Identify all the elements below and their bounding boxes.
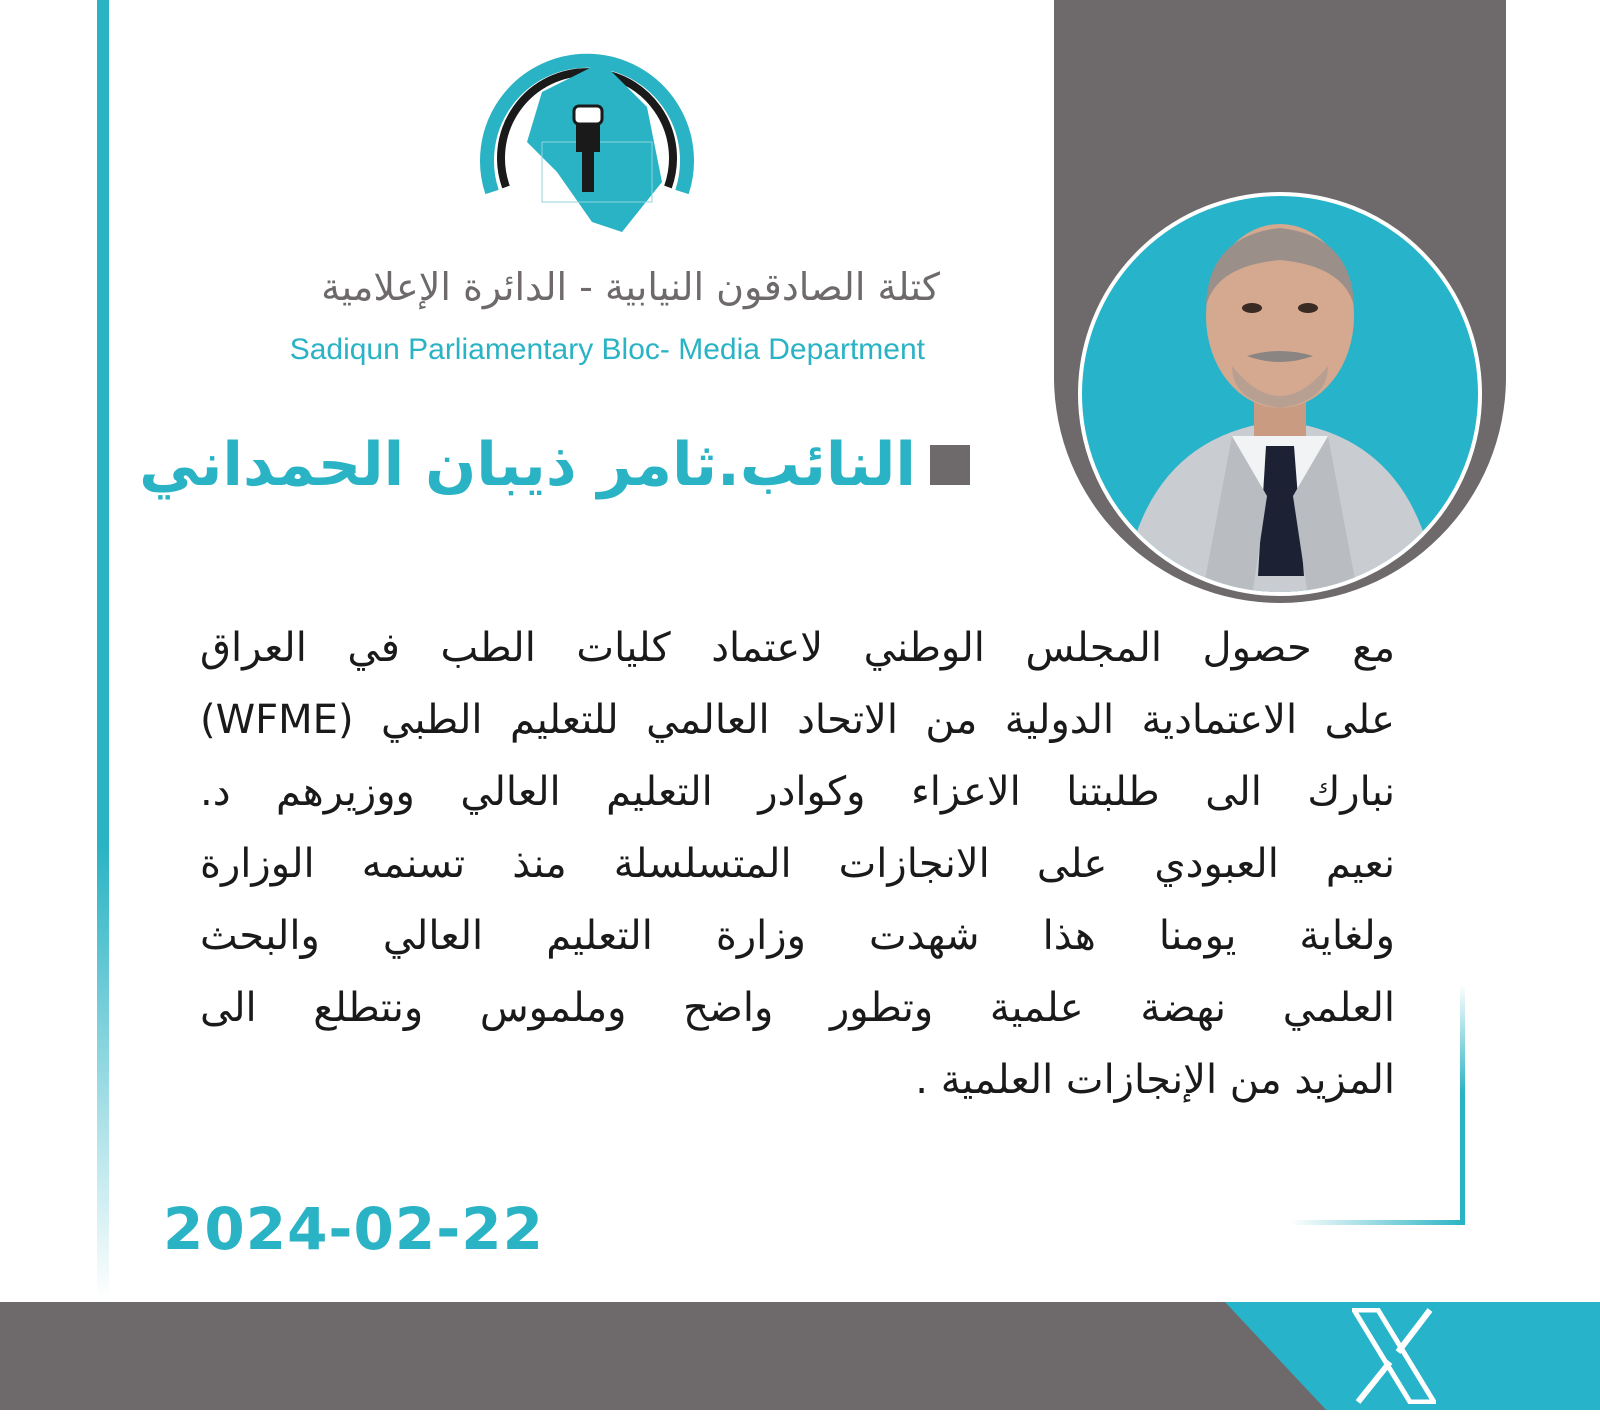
corner-frame-horizontal [1290,1220,1465,1225]
speaker-portrait [1078,192,1482,596]
x-logo-icon[interactable] [1352,1308,1436,1404]
statement-line: نبارك الى طلبتنا الاعزاء وكوادر التعليم العالي ووزيرهم د. [200,769,1395,815]
speaker-heading [110,420,970,510]
left-accent-bar [97,0,109,1300]
bloc-logo [472,22,702,252]
statement-line: نعيم العبودي على الانجازات المتسلسلة منذ تسنمه الوزارة [200,841,1395,887]
statement-line: المزيد من الإنجازات العلمية . [915,1057,1395,1103]
statement-line: العلمي نهضة علمية وتطور واضح وملموس ونتطلع الى [200,985,1395,1031]
statement-line: مع حصول المجلس الوطني لاعتماد كليات الطب في العراق [200,625,1395,671]
statement-line: على الاعتمادية الدولية من الاتحاد العالمي للتعليم الطبي (WFME) [200,697,1395,743]
speaker-name: النائب.ثامر ذيبان الحمداني [139,430,916,500]
org-name-arabic: كتلة الصادقون النيابية - الدائرة الإعلامية [321,265,940,309]
statement-text [200,612,1395,1116]
heading-bullet-square [930,445,970,485]
statement-line: ولغاية يومنا هذا شهدت وزارة التعليم العالي والبحث [200,913,1395,959]
post-date: 2024-02-22 [163,1195,544,1263]
corner-frame-vertical [1460,985,1465,1225]
org-name-english: Sadiqun Parliamentary Bloc- Media Department [289,333,925,366]
